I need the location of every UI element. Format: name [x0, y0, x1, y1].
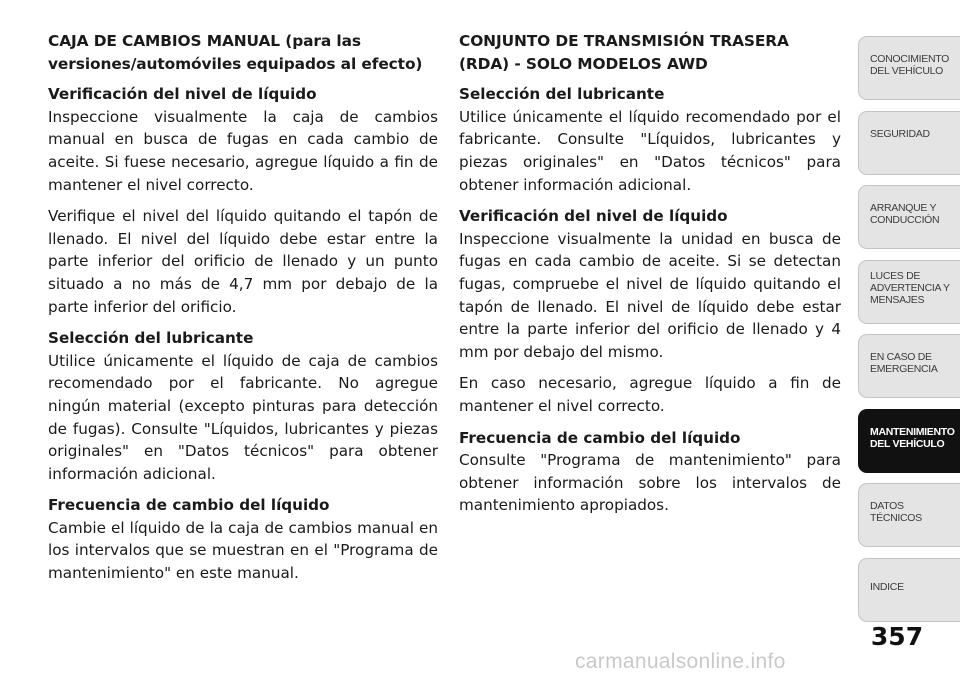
paragraph: Inspeccione visualmente la caja de cambios manual en busca de fugas en cada cambio de aceite. Si fuese necesario, agregue líquido a fin de mantener el nivel correcto. [48, 107, 438, 194]
subsection-heading: Selección del lubricante [48, 329, 254, 348]
tab-label: TÉCNICOS [870, 512, 922, 524]
tab-label: EMERGENCIA [870, 363, 938, 375]
paragraph: Utilice únicamente el líquido recomendado por el fabricante. Consulte "Líquidos, lubricantes y piezas originales" en "Datos técnicos" para obtener información adicional. [459, 107, 841, 194]
tab-label: MENSAJES [870, 293, 925, 306]
subsection-heading: Selección del lubricante [459, 85, 665, 104]
tab-label: CONDUCCIÓN [870, 214, 940, 226]
tab-label: MANTENIMIENTO [870, 425, 955, 438]
tab-arranque-conduccion[interactable] [858, 185, 960, 249]
tab-label: CONOCIMIENTO [870, 53, 950, 65]
section-title: CONJUNTO DE TRANSMISIÓN TRASERA (RDA) - SOLO MODELOS AWD [459, 32, 789, 73]
tab-label: EN CASO DE [870, 351, 932, 363]
tab-mantenimiento-vehiculo[interactable] [858, 409, 960, 473]
right-column [459, 30, 841, 526]
tab-indice[interactable] [858, 558, 960, 622]
tab-label: DEL VEHÍCULO [870, 65, 944, 77]
paragraph: Inspeccione visualmente la unidad en busca de fugas en cada cambio de aceite. Si se detectan fugas, compruebe el nivel de líquido quitando el tapón de llenado. El nivel de líquido debe estar entre la parte inferior del orificio de llenado y 4 mm por debajo del mismo. [459, 229, 841, 361]
paragraph: Consulte "Programa de mantenimiento" para obtener información sobre los intervalos de mantenimiento apropiados. [459, 451, 841, 515]
tab-datos-tecnicos[interactable] [858, 483, 960, 547]
tab-luces-advertencia[interactable] [858, 260, 960, 324]
paragraph: Verifique el nivel del líquido quitando el tapón de llenado. El nivel del líquido debe estar entre la parte inferior del orificio de llenado y un punto situado a no más de 4,7 mm por debajo de la parte inferior del orificio. [48, 207, 438, 316]
chapter-tabs [858, 36, 960, 632]
watermark: carmanualsonline.info [575, 650, 786, 673]
paragraph: Utilice únicamente el líquido de caja de cambios recomendado por el fabricante. No agregue ningún material (excepto pinturas para detección de fugas). Consulte "Líquidos, lubricantes y piezas originales" en "Datos técnicos" para obtener información adicional. [48, 351, 438, 483]
page-number: 357 [870, 622, 924, 651]
tab-label: DEL VEHÍCULO [870, 437, 945, 450]
tab-seguridad[interactable] [858, 111, 960, 175]
section-title: CAJA DE CAMBIOS MANUAL (para las versiones/automóviles equipados al efecto) [48, 32, 423, 73]
subsection-heading: Frecuencia de cambio del líquido [48, 496, 330, 515]
subsection-heading: Frecuencia de cambio del líquido [459, 428, 741, 447]
subsection-heading: Verificación del nivel de líquido [48, 85, 317, 104]
left-column [48, 30, 438, 594]
tab-label: INDICE [870, 580, 904, 593]
tab-label: ADVERTENCIA Y [870, 281, 950, 294]
tab-emergencia[interactable] [858, 334, 960, 398]
paragraph: Cambie el líquido de la caja de cambios manual en los intervalos que se muestran en el "Programa de mantenimiento" en este manual. [48, 518, 438, 583]
tab-label: ARRANQUE Y [870, 202, 937, 214]
tab-label: DATOS [870, 500, 904, 512]
subsection-heading: Verificación del nivel de líquido [459, 207, 728, 226]
tab-label: SEGURIDAD [870, 127, 930, 140]
paragraph: En caso necesario, agregue líquido a fin de mantener el nivel correcto. [459, 374, 841, 415]
tab-label: LUCES DE [870, 269, 921, 282]
tab-conocimiento-vehiculo[interactable] [858, 36, 960, 100]
